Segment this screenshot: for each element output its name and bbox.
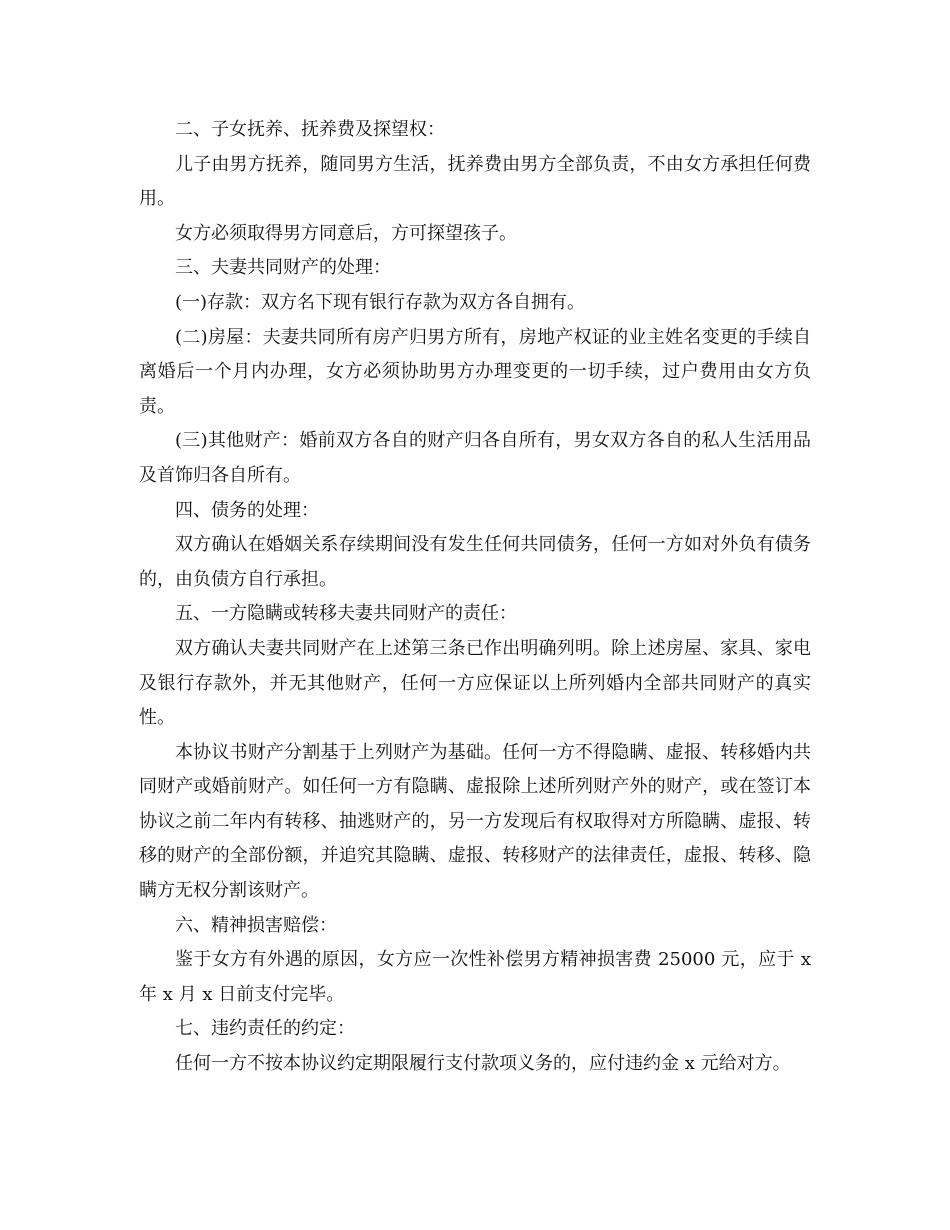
section-heading-joint-property: 三、夫妻共同财产的处理：: [175, 257, 391, 279]
paragraph-property-confirmation: 双方确认夫妻共同财产在上述第三条已作出明确列明。除上述房屋、家具、家电及银行存款外，并无其他财产，任何一方应保证以上所列婚内全部共同财产的真实性。: [139, 637, 811, 729]
paragraph-savings: (一)存款：双方名下现有银行存款为双方各自拥有。: [175, 291, 586, 313]
paragraph-concealment-liability: 本协议书财产分割基于上列财产为基础。任何一方不得隐瞒、虚报、转移婚内共同财产或婚前财产。如任何一方有隐瞒、虚报除上述所列财产外的财产，或在签订本协议之前二年内有转移、抽逃财产的，另一方发现后有权取得对方所隐瞒、虚报、转移的财产的全部份额，并追究其隐瞒、虚报、转移财产的法律责任，虚报、转移、隐瞒方无权分割该财产。: [139, 741, 811, 902]
paragraph-visitation: 女方必须取得男方同意后，方可探望孩子。: [175, 222, 517, 244]
section-heading-damages: 六、精神损害赔偿：: [175, 914, 337, 936]
section-heading-concealment: 五、一方隐瞒或转移夫妻共同财产的责任：: [175, 603, 517, 625]
paragraph-debts: 双方确认在婚姻关系存续期间没有发生任何共同债务，任何一方如对外负有债务的，由负债方自行承担。: [139, 534, 811, 590]
paragraph-child-custody: 儿子由男方抚养，随同男方生活，抚养费由男方全部负责，不由女方承担任何费用。: [139, 153, 811, 210]
section-heading-breach: 七、违约责任的约定：: [175, 1018, 355, 1040]
paragraph-damages: 鉴于女方有外遇的原因，女方应一次性补偿男方精神损害费 25000 元，应于 x 年 x 月 x 日前支付完毕。: [139, 949, 811, 1005]
document-page: [139, 113, 811, 1082]
paragraph-breach: 任何一方不按本协议约定期限履行支付款项义务的，应付违约金 x 元给对方。: [175, 1053, 791, 1075]
section-heading-child-custody: 二、子女抚养、抚养费及探望权：: [175, 119, 445, 140]
section-heading-debts: 四、债务的处理：: [175, 499, 319, 521]
paragraph-other-property: (三)其他财产：婚前双方各自的财产归各自所有，男女双方各自的私人生活用品及首饰归各自所有。: [139, 430, 811, 486]
paragraph-housing: (二)房屋：夫妻共同所有房产归男方所有，房地产权证的业主姓名变更的手续自离婚后一个月内办理，女方必须协助男方办理变更的一切手续，过户费用由女方负责。: [139, 326, 811, 417]
